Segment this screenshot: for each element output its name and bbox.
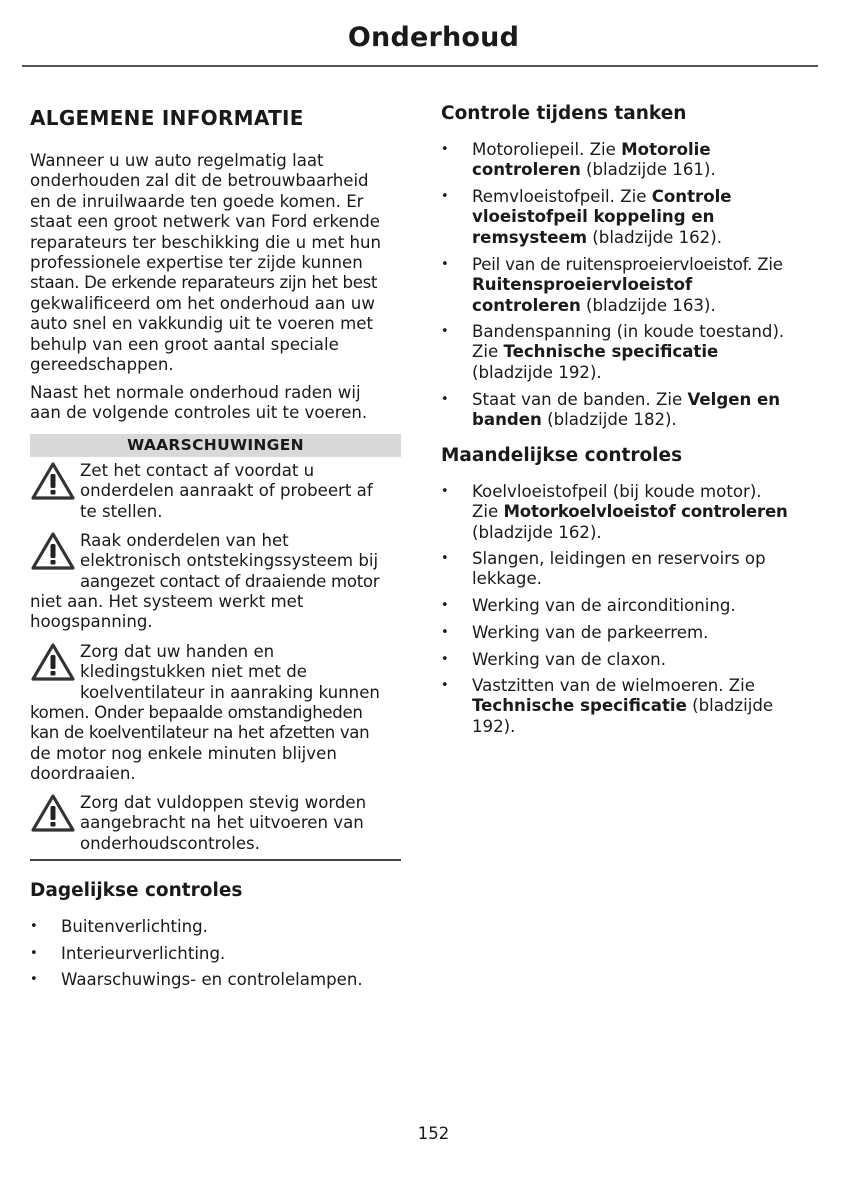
intro-line: staat een groot netwerk van Ford erkende — [30, 212, 381, 232]
warning-line: te stellen. — [80, 501, 163, 521]
intro-line: gekwalificeerd om het onderhoud aan uw — [30, 293, 375, 313]
bullet-icon: • — [30, 919, 38, 934]
warning-line: doordraaien. — [30, 764, 136, 784]
warning-line: aangebracht na het uitvoeren van — [80, 813, 364, 833]
bullet-icon: • — [441, 652, 449, 667]
warnings-title-bar: WAARSCHUWINGEN — [30, 434, 401, 457]
list-item-text: vloeistofpeil koppeling en — [472, 207, 715, 227]
header-divider — [22, 65, 818, 67]
bullet-icon: • — [441, 625, 449, 640]
warning-line: Zet het contact af voordat u — [80, 461, 315, 480]
general-info-heading: ALGEMENE INFORMATIE — [30, 106, 304, 130]
bullet-icon: • — [441, 257, 449, 272]
warning-line: kledingstukken niet met de — [80, 662, 307, 682]
advice-paragraph — [30, 383, 367, 424]
warning-text — [80, 642, 380, 703]
warnings-bottom-divider — [30, 859, 401, 861]
refuel-checks-heading: Controle tijdens tanken — [441, 103, 687, 124]
list-item-text: 192). — [472, 716, 516, 736]
bullet-icon: • — [441, 598, 449, 613]
list-item-text: Technische specificatie (bladzijde — [472, 696, 774, 716]
page-number: 152 — [417, 1124, 450, 1143]
warning-text — [80, 461, 373, 522]
intro-line: gereedschappen. — [30, 355, 174, 375]
intro-line: en de inruilwaarde ten goede komen. Er — [30, 191, 364, 211]
list-item-text: Zie Technische specificatie — [472, 342, 719, 362]
list-item-text: Ruitensproeiervloeistof — [472, 275, 693, 295]
list-item-text: Vastzitten van de wielmoeren. Zie — [472, 676, 755, 695]
bullet-icon: • — [441, 392, 449, 407]
warning-text — [80, 793, 366, 854]
warning-line: onderhoudscontroles. — [80, 833, 260, 853]
list-item-text: Werking van de parkeerrem. — [472, 623, 709, 642]
warning-line: de motor nog enkele minuten blijven — [30, 743, 337, 763]
intro-line: behulp van een groot aantal speciale — [30, 334, 339, 354]
bullet-icon: • — [441, 678, 449, 693]
list-item-text: Koelvloeistofpeil (bij koude motor). — [472, 482, 762, 501]
bullet-icon: • — [441, 551, 449, 566]
warning-triangle-icon — [30, 461, 76, 501]
list-item-text: controleren (bladzijde 163). — [472, 295, 716, 315]
intro-line: staan. De erkende reparateurs zijn het best — [30, 273, 378, 293]
list-item-text: Werking van de claxon. — [472, 650, 666, 669]
list-item-text: lekkage. — [472, 569, 542, 589]
warning-line: koelventilateur in aanraking kunnen — [80, 682, 380, 702]
daily-checks-heading: Dagelijkse controles — [30, 880, 243, 901]
advice-line: Naast het normale onderhoud raden wij — [30, 383, 361, 402]
bullet-icon: • — [441, 142, 449, 157]
list-item-text: Staat van de banden. Zie Velgen en — [472, 390, 781, 409]
warning-line: Zorg dat uw handen en — [80, 642, 275, 661]
list-item — [30, 944, 401, 965]
list-item-text: Zie Motorkoelvloeistof controleren — [472, 502, 788, 522]
list-item-text: Peil van de ruitensproeiervloeistof. Zie — [472, 255, 783, 274]
intro-line: Wanneer u uw auto regelmatig laat — [30, 151, 324, 170]
warning-text-continued — [30, 703, 369, 785]
warning-line: Zorg dat vuldoppen stevig worden — [80, 793, 367, 812]
intro-line: professionele expertise ter zijde kunnen — [30, 253, 363, 273]
intro-line: reparateurs ter beschikking die u met hun — [30, 232, 382, 252]
bullet-icon: • — [30, 972, 38, 987]
warning-line: hoogspanning. — [30, 612, 153, 632]
list-item — [30, 917, 401, 938]
list-item-text: (bladzijde 162). — [472, 522, 602, 542]
warning-line: Raak onderdelen van het — [80, 531, 289, 550]
warning-triangle-icon — [30, 642, 76, 682]
advice-line: aan de volgende controles uit te voeren. — [30, 403, 368, 423]
intro-line: auto snel en vakkundig uit te voeren met — [30, 314, 373, 334]
list-item-text: Motoroliepeil. Zie Motorolie — [472, 140, 711, 159]
list-item-text: Remvloeistofpeil. Zie Controle — [472, 187, 732, 206]
list-item-text: Werking van de airconditioning. — [472, 596, 736, 615]
list-item-text: (bladzijde 192). — [472, 362, 602, 382]
warning-line: komen. Onder bepaalde omstandigheden — [30, 703, 363, 722]
bullet-icon: • — [441, 484, 449, 499]
list-item-text: Interieurverlichting. — [61, 944, 226, 963]
warning-line: elektronisch ontstekingssysteem bij — [80, 551, 379, 571]
intro-paragraph — [30, 151, 381, 375]
list-item-text: controleren (bladzijde 161). — [472, 160, 716, 180]
page-title: Onderhoud — [347, 22, 520, 53]
bullet-icon: • — [441, 324, 449, 339]
warning-triangle-icon — [30, 793, 76, 833]
bullet-icon: • — [30, 946, 38, 961]
list-item-text: Waarschuwings- en controlelampen. — [61, 970, 363, 989]
warning-line: kan de koelventilateur na het afzetten van — [30, 723, 370, 743]
warning-line: niet aan. Het systeem werkt met — [30, 592, 304, 611]
warning-triangle-icon — [30, 531, 76, 571]
list-item-text: Buitenverlichting. — [61, 917, 208, 936]
warning-line: aangezet contact of draaiende motor — [80, 571, 380, 591]
list-item — [30, 970, 401, 991]
monthly-checks-heading: Maandelijkse controles — [441, 445, 683, 466]
warning-text-continued — [30, 592, 303, 633]
list-item-text: remsysteem (bladzijde 162). — [472, 227, 722, 247]
list-item-text: Bandenspanning (in koude toestand). — [472, 322, 785, 341]
list-item-text: banden (bladzijde 182). — [472, 410, 677, 430]
warning-line: onderdelen aanraakt of probeert af — [80, 481, 373, 501]
list-item-text: Slangen, leidingen en reservoirs op — [472, 549, 766, 568]
warning-text — [80, 531, 379, 592]
intro-line: onderhouden zal dit de betrouwbaarheid — [30, 171, 369, 191]
bullet-icon: • — [441, 189, 449, 204]
